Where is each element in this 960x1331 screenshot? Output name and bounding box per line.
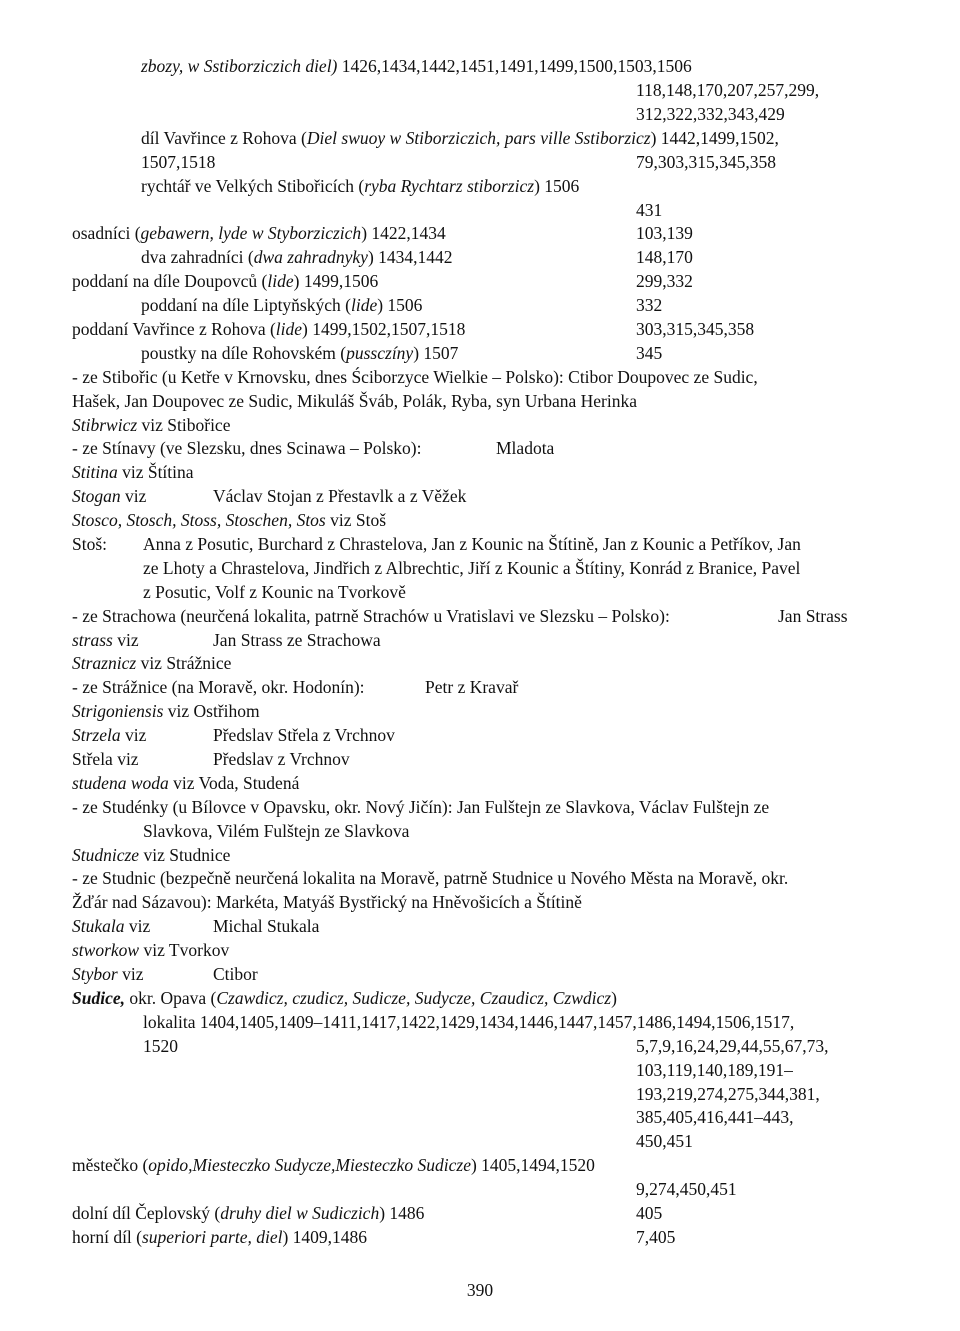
entry-line: - ze Strážnice (na Moravě, okr. Hodonín): — [72, 677, 365, 697]
entry-line: Michal Stukala — [213, 916, 320, 936]
entry-line: Strigoniensis viz Ostřihom — [72, 701, 260, 721]
entry-line: Petr z Kravař — [425, 677, 519, 697]
entry-line: zbozy, w Sstiborziczich diel) 1426,1434,1442,1451,1491,1499,1500,1503,1506 — [141, 56, 692, 76]
entry-line: Žďár nad Sázavou): Markéta, Matyáš Bystřický na Hněvošicích a Štítině — [72, 892, 582, 912]
entry-line: poustky na díle Rohovském (pussczíny) 1507 — [141, 343, 459, 363]
entry-line: osadníci (gebawern, lyde w Styborziczich) 1422,1434 — [72, 223, 446, 243]
entry-line: Jan Strass — [778, 606, 848, 626]
page-refs: 103,139 — [636, 223, 693, 243]
entry-line: Mladota — [496, 438, 555, 458]
entry-line: rychtář ve Velkých Stibořicích (ryba Rychtarz stiborzicz) 1506 — [141, 176, 580, 196]
entry-line: poddaní na díle Doupovců (lide) 1499,1506 — [72, 271, 379, 291]
page-refs: 193,219,274,275,344,381, — [636, 1084, 820, 1104]
entry-line: z Posutic, Volf z Kounic na Tvorkově — [143, 582, 406, 602]
entry-line: Ctibor — [213, 964, 258, 984]
page-refs: 103,119,140,189,191– — [636, 1060, 793, 1080]
entry-line: dva zahradníci (dwa zahradnyky) 1434,1442 — [141, 247, 453, 267]
entry-line: horní díl (superiori parte, diel) 1409,1486 — [72, 1227, 368, 1247]
entry-line: Slavkova, Vilém Fulštejn ze Slavkova — [143, 821, 410, 841]
page-refs: 79,303,315,345,358 — [636, 152, 776, 172]
entry-line: Stogan viz — [72, 486, 147, 506]
entry-line: - ze Studnic (bezpečně neurčená lokalita na Moravě, patrně Studnice u Nového Města na Moravě, okr. — [72, 868, 789, 888]
entry-line: poddaní na díle Liptyňských (lide) 1506 — [141, 295, 423, 315]
page-refs: 385,405,416,441–443, — [636, 1107, 794, 1127]
entry-line: Stosco, Stosch, Stoss, Stoschen, Stos viz Stoš — [72, 510, 387, 530]
entry-line: strass viz — [72, 630, 139, 650]
entry-line: 1520 — [143, 1036, 178, 1056]
page-refs: 148,170 — [636, 247, 693, 267]
page-refs: 405 — [636, 1203, 663, 1223]
page-refs: 431 — [636, 200, 663, 220]
page-refs: 450,451 — [636, 1131, 693, 1151]
entry-line: Hašek, Jan Doupovec ze Sudic, Mikuláš Šváb, Polák, Ryba, syn Urbana Herinka — [72, 391, 638, 411]
page-number: 390 — [466, 1280, 494, 1300]
entry-line: - ze Stínavy (ve Slezsku, dnes Scinawa – Polsko): — [72, 438, 422, 458]
entry-line: dolní díl Čeplovský (druhy diel w Sudiczich) 1486 — [72, 1203, 425, 1223]
entry-line: Strzela viz — [72, 725, 147, 745]
entry-line: lokalita 1404,1405,1409–1411,1417,1422,1429,1434,1446,1447,1457,1486,1494,1506,1517, — [143, 1012, 795, 1032]
entry-line: Václav Stojan z Přestavlk a z Věžek — [213, 486, 467, 506]
entry-line: díl Vavřince z Rohova (Diel swuoy w Stiborziczich, pars ville Sstiborzicz) 1442,1499,1502, — [141, 128, 779, 148]
page-refs: 299,332 — [636, 271, 693, 291]
page-refs: 118,148,170,207,257,299, — [636, 80, 820, 100]
entry-line: - ze Stibořic (u Ketře v Krnovsku, dnes Ściborzyce Wielkie – Polsko): Ctibor Doupovec ze Sudic, — [72, 367, 758, 387]
entry-line: Stybor viz — [72, 964, 144, 984]
entry-line: Střela viz — [72, 749, 139, 769]
entry-line: Stitina viz Štítina — [72, 462, 194, 482]
entry-line: Jan Strass ze Strachowa — [213, 630, 381, 650]
page-refs: 9,274,450,451 — [636, 1179, 737, 1199]
entry-line: Stoš: — [72, 534, 108, 554]
entry-line: Stukala viz — [72, 916, 151, 936]
entry-line: Anna z Posutic, Burchard z Chrastelova, Jan z Kounic na Štítině, Jan z Kounic a Petříkov, Jan — [143, 534, 801, 554]
entry-line: - ze Studénky (u Bílovce v Opavsku, okr. Nový Jičín): Jan Fulštejn ze Slavkova, Václav Fulštejn ze — [72, 797, 770, 817]
entry-line: stworkow viz Tvorkov — [72, 940, 230, 960]
entry-line: Studnicze viz Studnice — [72, 845, 231, 865]
entry-line: městečko (opido,Miesteczko Sudycze,Miesteczko Sudicze) 1405,1494,1520 — [72, 1155, 595, 1175]
entry-line: Straznicz viz Strážnice — [72, 653, 232, 673]
entry-line: ze Lhoty a Chrastelova, Jindřich z Albrechtic, Jiří z Kounic a Štítiny, Konrád z Branice, Pavel — [143, 558, 801, 578]
entry-line: studena woda viz Voda, Studená — [72, 773, 300, 793]
page-refs: 7,405 — [636, 1227, 676, 1247]
page-refs: 312,322,332,343,429 — [636, 104, 785, 124]
entry-heading: Sudice, okr. Opava (Czawdicz, czudicz, Sudicze, Sudycze, Czaudicz, Czwdicz) — [72, 988, 617, 1008]
entry-line: Předslav Střela z Vrchnov — [213, 725, 395, 745]
page-refs: 345 — [636, 343, 663, 363]
page-refs: 332 — [636, 295, 663, 315]
entry-line: Předslav z Vrchnov — [213, 749, 350, 769]
entry-line: poddaní Vavřince z Rohova (lide) 1499,1502,1507,1518 — [72, 319, 466, 339]
page-refs: 303,315,345,358 — [636, 319, 755, 339]
entry-line: - ze Strachowa (neurčená lokalita, patrně Strachów u Vratislavi ve Slezsku – Polsko): — [72, 606, 670, 626]
entry-line: Stibrwicz viz Stibořice — [72, 415, 231, 435]
page-refs: 5,7,9,16,24,29,44,55,67,73, — [636, 1036, 829, 1056]
entry-line: 1507,1518 — [141, 152, 216, 172]
